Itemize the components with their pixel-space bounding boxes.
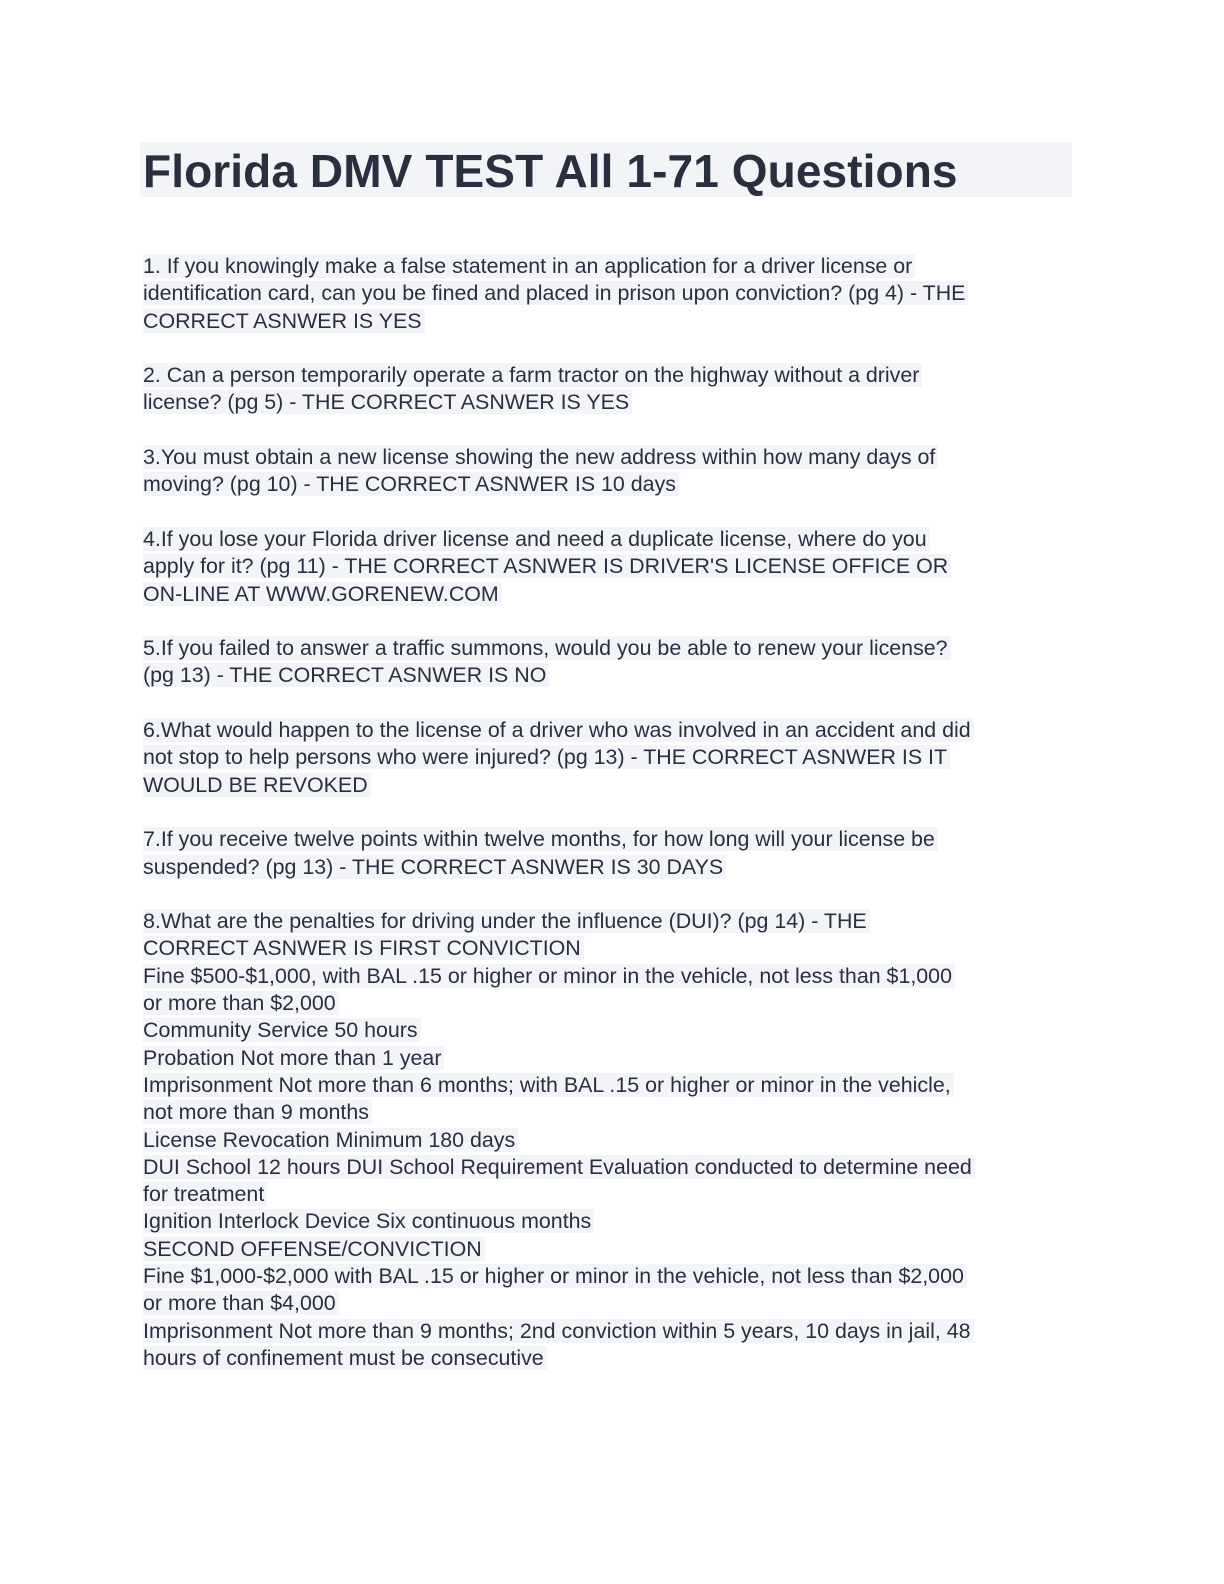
question-text: 6.What would happen to the license of a driver who was involved in an accident and did [143, 718, 974, 742]
question-text: SECOND OFFENSE/CONVICTION [143, 1237, 485, 1261]
question-text: identification card, can you be fined and placed in prison upon conviction? (pg 4) - THE [143, 281, 968, 305]
question-text: or more than $2,000 [143, 991, 339, 1015]
question-text: (pg 13) - THE CORRECT ASNWER IS NO [143, 663, 549, 687]
question-text-line [143, 1154, 1083, 1181]
question-text: moving? (pg 10) - THE CORRECT ASNWER IS 10 days [143, 472, 679, 496]
question-text-line [143, 854, 1083, 881]
question-text-line [143, 1236, 1083, 1263]
question-text-line [143, 471, 1083, 498]
question-text: Imprisonment Not more than 6 months; with BAL .15 or higher or minor in the vehicle, [143, 1073, 954, 1097]
question-text-line [143, 553, 1083, 580]
question-block [143, 826, 1083, 881]
question-block [143, 635, 1083, 690]
question-text: CORRECT ASNWER IS YES [143, 309, 425, 333]
question-block [143, 362, 1083, 417]
question-text: CORRECT ASNWER IS FIRST CONVICTION [143, 936, 584, 960]
question-text: hours of confinement must be consecutive [143, 1346, 547, 1370]
question-text-line [143, 280, 1083, 307]
question-text-line [143, 908, 1083, 935]
question-text-line [143, 717, 1083, 744]
question-text: Ignition Interlock Device Six continuous months [143, 1209, 594, 1233]
question-text-line [143, 1290, 1083, 1317]
question-text: for treatment [143, 1182, 267, 1206]
question-text-line [143, 362, 1083, 389]
question-text-line [143, 308, 1083, 335]
question-text-line [143, 826, 1083, 853]
question-text: 2. Can a person temporarily operate a farm tractor on the highway without a driver [143, 363, 922, 387]
question-list [143, 253, 1083, 1399]
question-text: not more than 9 months [143, 1100, 372, 1124]
question-text: license? (pg 5) - THE CORRECT ASNWER IS YES [143, 390, 632, 414]
question-text-line [143, 581, 1083, 608]
question-text-line [143, 1318, 1083, 1345]
question-text: or more than $4,000 [143, 1291, 339, 1315]
question-text-line [143, 389, 1083, 416]
question-text: 7.If you receive twelve points within twelve months, for how long will your license be [143, 827, 938, 851]
question-text-line [143, 935, 1083, 962]
question-text: 8.What are the penalties for driving under the influence (DUI)? (pg 14) - THE [143, 909, 870, 933]
question-text-line [143, 1045, 1083, 1072]
question-text-line [143, 1263, 1083, 1290]
question-text: 3.You must obtain a new license showing the new address within how many days of [143, 445, 938, 469]
question-text-line [143, 1208, 1083, 1235]
question-text: suspended? (pg 13) - THE CORRECT ASNWER IS 30 DAYS [143, 855, 726, 879]
question-text-line [143, 1345, 1083, 1372]
question-block [143, 444, 1083, 499]
question-text-line [143, 1017, 1083, 1044]
question-text-line [143, 1099, 1083, 1126]
question-text: Probation Not more than 1 year [143, 1046, 444, 1070]
question-text-line [143, 963, 1083, 990]
question-block [143, 526, 1083, 608]
question-text-line [143, 1181, 1083, 1208]
question-block [143, 908, 1083, 1372]
question-text: Imprisonment Not more than 9 months; 2nd conviction within 5 years, 10 days in jail, 48 [143, 1319, 974, 1343]
question-text-line [143, 662, 1083, 689]
question-text-line [143, 526, 1083, 553]
question-text: not stop to help persons who were injured? (pg 13) - THE CORRECT ASNWER IS IT [143, 745, 950, 769]
question-text-line [143, 1127, 1083, 1154]
question-text: WOULD BE REVOKED [143, 773, 371, 797]
question-text: License Revocation Minimum 180 days [143, 1128, 518, 1152]
page-title: Florida DMV TEST All 1-71 Questions [143, 145, 958, 197]
question-text: ON-LINE AT WWW.GORENEW.COM [143, 582, 502, 606]
question-text-line [143, 772, 1083, 799]
question-text: Fine $1,000-$2,000 with BAL .15 or higher or minor in the vehicle, not less than $2,000 [143, 1264, 967, 1288]
question-block [143, 717, 1083, 799]
question-text-line [143, 253, 1083, 280]
question-text: Fine $500-$1,000, with BAL .15 or higher or minor in the vehicle, not less than $1,000 [143, 964, 955, 988]
question-text-line [143, 990, 1083, 1017]
question-text-line [143, 744, 1083, 771]
question-text-line [143, 1072, 1083, 1099]
question-text: Community Service 50 hours [143, 1018, 421, 1042]
question-text: apply for it? (pg 11) - THE CORRECT ASNWER IS DRIVER'S LICENSE OFFICE OR [143, 554, 951, 578]
question-block [143, 253, 1083, 335]
question-text-line [143, 444, 1083, 471]
question-text-line [143, 635, 1083, 662]
question-text: 4.If you lose your Florida driver license and need a duplicate license, where do you [143, 527, 930, 551]
question-text: 1. If you knowingly make a false statement in an application for a driver license or [143, 254, 915, 278]
question-text: 5.If you failed to answer a traffic summons, would you be able to renew your license? [143, 636, 951, 660]
question-text: DUI School 12 hours DUI School Requirement Evaluation conducted to determine need [143, 1155, 975, 1179]
